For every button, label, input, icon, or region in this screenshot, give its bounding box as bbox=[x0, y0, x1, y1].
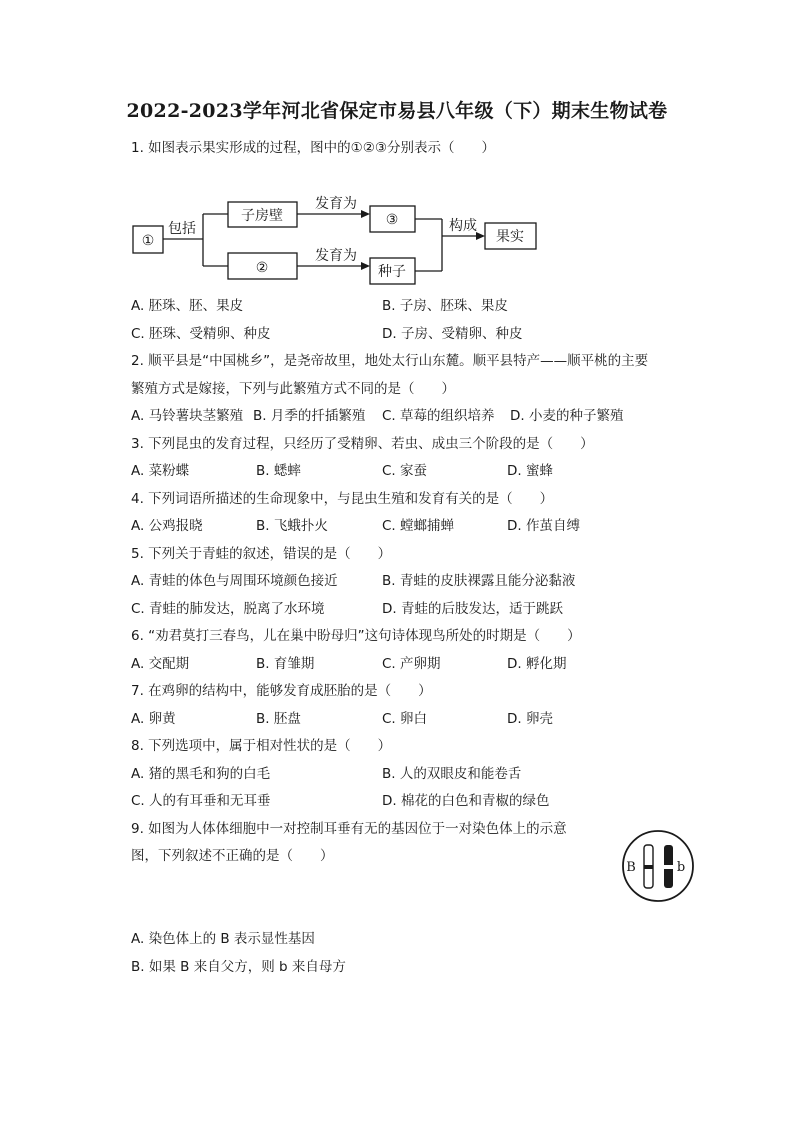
question-8-stem: 8. 下列选项中，属于相对性状的是（ ） bbox=[131, 738, 392, 754]
q4-option-b: B. 飞蛾扑火 bbox=[256, 518, 328, 534]
q3-option-b: B. 蟋蟀 bbox=[256, 463, 301, 479]
circle1-label: ① bbox=[141, 233, 155, 249]
q5-option-c: C. 青蛙的肺发达，脱离了水环境 bbox=[131, 601, 325, 617]
q1-option-c: C. 胚珠、受精卵、种皮 bbox=[131, 326, 271, 342]
q4-option-a: A. 公鸡报晓 bbox=[131, 518, 203, 534]
gene-band-left bbox=[644, 865, 653, 869]
q2-option-d: D. 小麦的种子繁殖 bbox=[510, 408, 624, 424]
chromosome-diagram bbox=[620, 828, 696, 904]
include-label: 包括 bbox=[168, 221, 196, 237]
q5-option-d: D. 青蛙的后肢发达，适于跳跃 bbox=[382, 601, 563, 617]
question-7-stem: 7. 在鸡卵的结构中，能够发育成胚胎的是（ ） bbox=[131, 683, 432, 699]
q8-option-b: B. 人的双眼皮和能卷舌 bbox=[382, 766, 522, 782]
fruit-formation-diagram bbox=[128, 188, 548, 288]
fruit-label: 果实 bbox=[496, 229, 524, 245]
develop-label-lower: 发育为 bbox=[315, 248, 357, 264]
q3-option-a: A. 菜粉蝶 bbox=[131, 463, 190, 479]
q2-option-b: B. 月季的扦插繁殖 bbox=[253, 408, 366, 424]
ovary-wall-label: 子房壁 bbox=[241, 208, 283, 224]
q7-option-d: D. 卵壳 bbox=[507, 711, 553, 727]
question-2-stem-line2: 繁殖方式是嫁接，下列与此繁殖方式不同的是（ ） bbox=[131, 381, 455, 397]
arrow-head-lower bbox=[361, 262, 370, 270]
q6-option-b: B. 育雏期 bbox=[256, 656, 315, 672]
compose-label: 构成 bbox=[449, 218, 477, 234]
question-2-stem-line1: 2. 顺平县是“中国桃乡”，是尧帝故里，地处太行山东麓。顺平县特产——顺平桃的主要 bbox=[131, 353, 649, 369]
arrow-head-right bbox=[476, 232, 485, 240]
q9-option-b: B. 如果 B 来自父方，则 b 来自母方 bbox=[131, 959, 346, 975]
q5-option-b: B. 青蛙的皮肤裸露且能分泌黏液 bbox=[382, 573, 576, 589]
q4-option-c: C. 螳螂捕蝉 bbox=[382, 518, 455, 534]
question-4-stem: 4. 下列词语所描述的生命现象中，与昆虫生殖和发育有关的是（ ） bbox=[131, 491, 554, 507]
seed-label: 种子 bbox=[378, 264, 406, 280]
q4-option-d: D. 作茧自缚 bbox=[507, 518, 580, 534]
question-6-stem: 6. “劝君莫打三春鸟，儿在巢中盼母归”这句诗体现鸟所处的时期是（ ） bbox=[131, 628, 581, 644]
page-title: 2022-2023学年河北省保定市易县八年级（下）期末生物试卷 bbox=[126, 100, 668, 122]
develop-label-upper: 发育为 bbox=[315, 196, 357, 212]
q6-option-d: D. 孵化期 bbox=[507, 656, 567, 672]
q3-option-d: D. 蜜蜂 bbox=[507, 463, 553, 479]
question-9-stem-line2: 图，下列叙述不正确的是（ ） bbox=[131, 848, 334, 864]
q8-option-a: A. 猪的黑毛和狗的白毛 bbox=[131, 766, 271, 782]
q5-option-a: A. 青蛙的体色与周围环境颜色接近 bbox=[131, 573, 338, 589]
q9-option-a: A. 染色体上的 B 表示显性基因 bbox=[131, 931, 315, 947]
question-9-stem-line1: 9. 如图为人体体细胞中一对控制耳垂有无的基因位于一对染色体上的示意 bbox=[131, 821, 567, 837]
q6-option-c: C. 产卵期 bbox=[382, 656, 441, 672]
q7-option-c: C. 卵白 bbox=[382, 711, 428, 727]
q8-option-d: D. 棉花的白色和青椒的绿色 bbox=[382, 793, 550, 809]
gene-label-b-lower: b bbox=[676, 860, 686, 875]
question-3-stem: 3. 下列昆虫的发育过程，只经历了受精卵、若虫、成虫三个阶段的是（ ） bbox=[131, 436, 594, 452]
gene-label-b-upper: B bbox=[626, 860, 636, 875]
circle2-label: ② bbox=[255, 260, 269, 276]
question-1-stem: 1. 如图表示果实形成的过程，图中的①②③分别表示（ ） bbox=[131, 140, 495, 156]
q7-option-b: B. 胚盘 bbox=[256, 711, 301, 727]
q6-option-a: A. 交配期 bbox=[131, 656, 190, 672]
q7-option-a: A. 卵黄 bbox=[131, 711, 176, 727]
circle3-label: ③ bbox=[385, 212, 399, 228]
q1-option-d: D. 子房、受精卵、种皮 bbox=[382, 326, 523, 342]
question-5-stem: 5. 下列关于青蛙的叙述，错误的是（ ） bbox=[131, 546, 392, 562]
arrow-head-upper bbox=[361, 210, 370, 218]
q8-option-c: C. 人的有耳垂和无耳垂 bbox=[131, 793, 271, 809]
gene-band-right bbox=[664, 865, 673, 869]
q3-option-c: C. 家蚕 bbox=[382, 463, 428, 479]
q1-option-a: A. 胚珠、胚、果皮 bbox=[131, 298, 244, 314]
q2-option-a: A. 马铃薯块茎繁殖 bbox=[131, 408, 244, 424]
q2-option-c: C. 草莓的组织培养 bbox=[382, 408, 495, 424]
q1-option-b: B. 子房、胚珠、果皮 bbox=[382, 298, 508, 314]
